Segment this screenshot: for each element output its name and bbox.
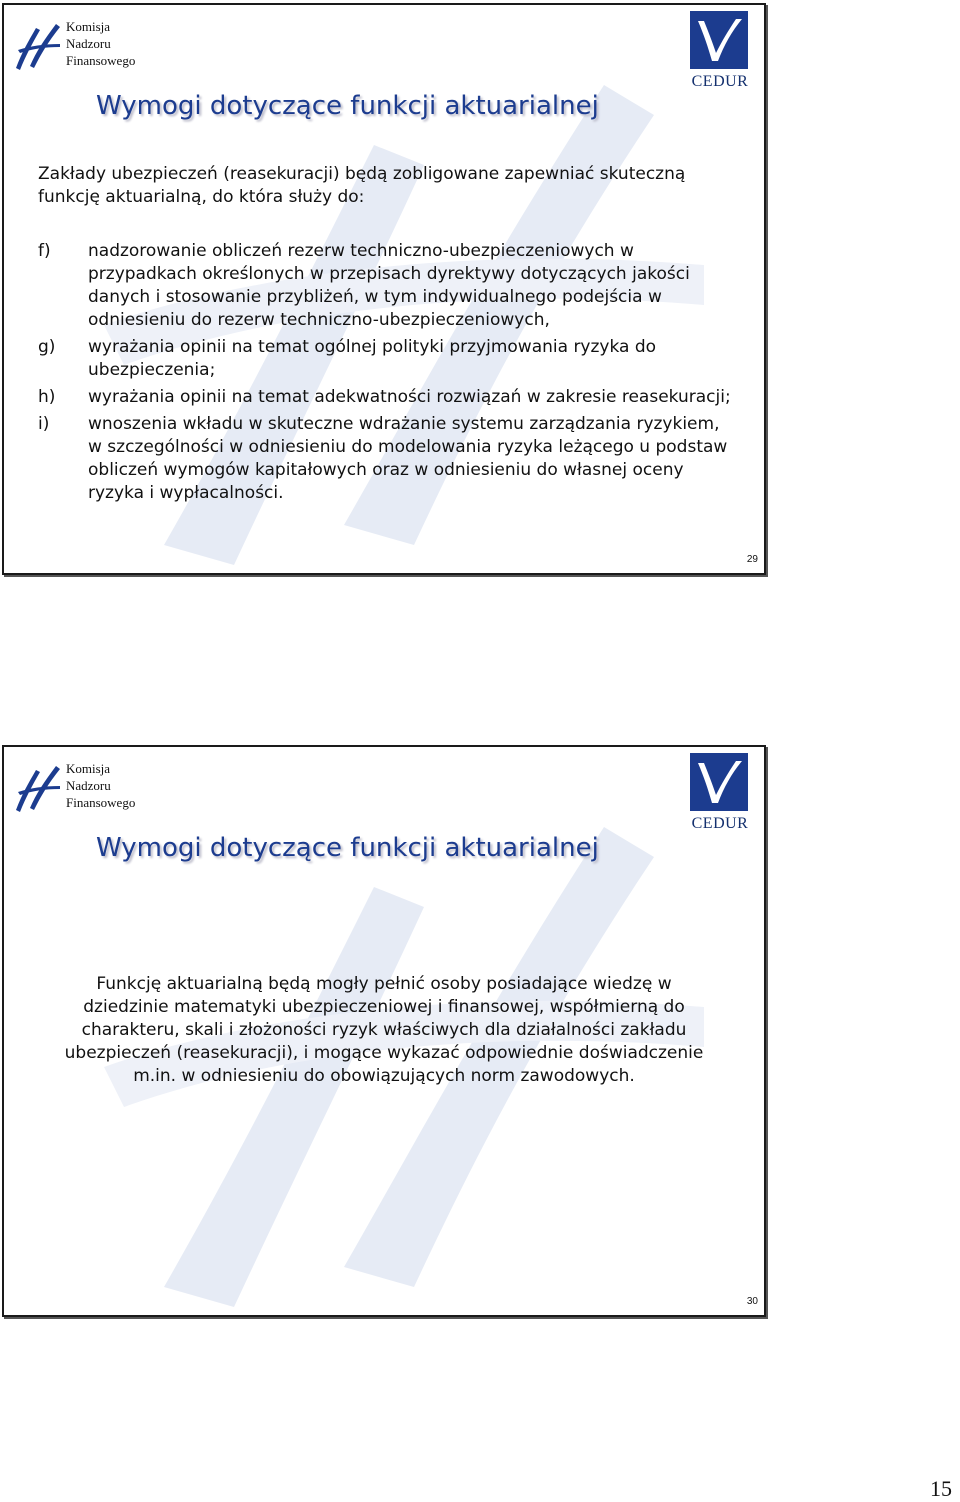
slide-number: 29	[746, 554, 758, 565]
slide-29	[2, 3, 766, 575]
knf-line-1: Komisja	[66, 19, 111, 34]
knf-name	[66, 760, 135, 811]
list-item-text: nadzorowanie obliczeń rezerw techniczno-ubezpieczeniowych w przypadkach określonych w przepisach dyrektywy dotyczących jakości danych i stosowanie przybliżeń, w tym indywidualnego podejścia w odniesieniu do rezerw techniczno-ubezpieczeniowych,	[88, 241, 690, 330]
cedur-logo	[688, 11, 752, 91]
list-item-text: wnoszenia wkładu w skuteczne wdrażanie systemu zarządzania ryzykiem, w szczególności w odniesieniu do modelowania ryzyka leżącego u podstaw obliczeń wymogów kapitałowych oraz w odniesieniu do własnej oceny ryzyka i wypłacalności.	[88, 414, 728, 503]
cedur-emblem	[690, 11, 748, 69]
requirements-list	[38, 240, 738, 509]
list-item-letter: g)	[38, 337, 56, 357]
list-item	[38, 240, 738, 332]
page-number: 15	[930, 1476, 952, 1501]
list-item-text: wyrażania opinii na temat adekwatności rozwiązań w zakresie reasekuracji;	[88, 387, 731, 407]
knf-line-2: Nadzoru	[66, 778, 111, 793]
slide-title: Wymogi dotyczące funkcji aktuarialnej	[96, 91, 599, 121]
cedur-wordmark: CEDUR	[691, 815, 749, 832]
slide-title: Wymogi dotyczące funkcji aktuarialnej	[96, 833, 599, 863]
knf-line-3: Finansowego	[66, 795, 136, 810]
slide-intro: Zakłady ubezpieczeń (reasekuracji) będą zobligowane zapewniać skuteczną funkcję aktuarialną, do która służy do:	[38, 164, 686, 207]
knf-logo	[14, 18, 154, 76]
knf-logo-icon	[14, 22, 62, 72]
knf-line-2: Nadzoru	[66, 36, 111, 51]
knf-logo-icon	[14, 764, 62, 814]
knf-logo	[14, 760, 154, 818]
knf-name	[66, 18, 135, 69]
knf-line-3: Finansowego	[66, 53, 136, 68]
list-item	[38, 336, 738, 382]
list-item-letter: f)	[38, 241, 51, 261]
slide-number: 30	[746, 1296, 758, 1307]
cedur-logo	[688, 753, 752, 833]
cedur-swoosh-icon	[690, 753, 748, 811]
cedur-emblem	[690, 753, 748, 811]
slide-30	[2, 745, 766, 1317]
list-item-text: wyrażania opinii na temat ogólnej polityki przyjmowania ryzyka do ubezpieczenia;	[88, 337, 657, 380]
list-item-letter: h)	[38, 387, 56, 407]
slide-body: Funkcję aktuarialną będą mogły pełnić osoby posiadające wiedzę w dziedzinie matematyki ubezpieczeniowej i finansowej, współmierną do charakteru, skali i złożoności ryzyk właściwych dla działalności zakładu ubezpieczeń (reasekuracji), i mogące wykazać odpowiednie doświadczenie m.in. w odniesieniu do obowiązujących norm zawodowych.	[64, 974, 704, 1086]
list-item	[38, 413, 738, 505]
cedur-wordmark: CEDUR	[691, 73, 749, 90]
knf-line-1: Komisja	[66, 761, 111, 776]
list-item-letter: i)	[38, 414, 50, 434]
cedur-swoosh-icon	[690, 11, 748, 69]
list-item	[38, 386, 738, 409]
